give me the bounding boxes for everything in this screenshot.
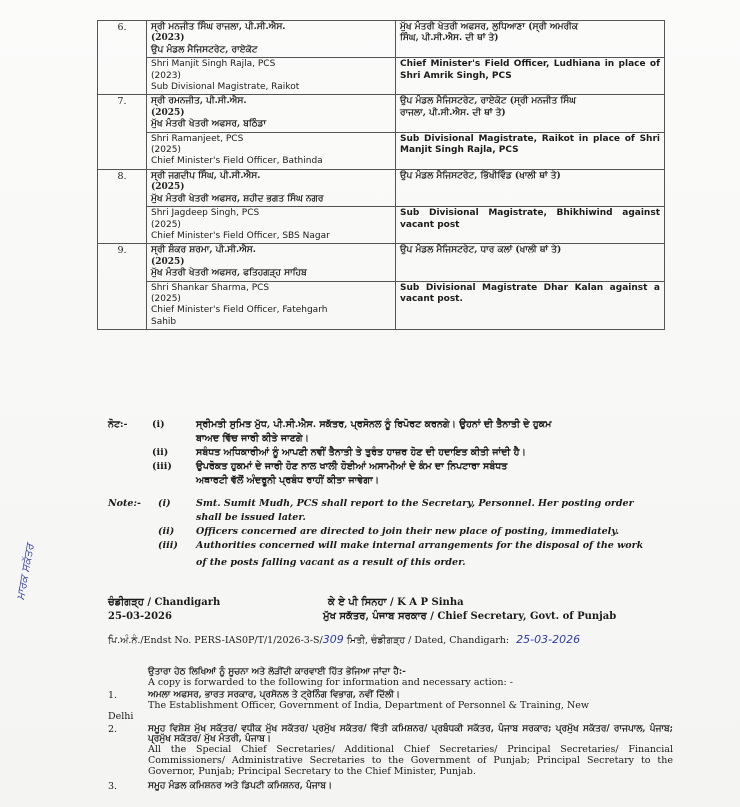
officer-detail-line-en: Shri Shankar Sharma, PCS bbox=[151, 282, 270, 293]
officer-detail-line-en: (2025) bbox=[151, 145, 181, 156]
officer-detail-line-pa: ਮੁੱਖ ਮੰਤਰੀ ਖੇਤਰੀ ਅਫਸਰ, ਸ਼ਹੀਦ ਭਗਤ ਸਿੰਘ ਨਗਰ bbox=[151, 193, 324, 204]
officer-detail-line-en: (2025) bbox=[151, 219, 181, 230]
officer-detail-line-pa: ਸ੍ਰੀ ਰਮਨਜੀਤ, ਪੀ.ਸੀ.ਐਸ. bbox=[151, 96, 247, 107]
endorsement-line bbox=[108, 633, 688, 646]
notes-punjabi bbox=[108, 419, 668, 489]
row-number: 6. bbox=[98, 21, 147, 95]
note-en-3-idx: (iii) bbox=[158, 540, 178, 551]
note-en-3-line-2: of the posts falling vacant as a result of this order. bbox=[196, 557, 466, 568]
margin-handwritten-note: ਮਾਰਕ ਸਕੱਤਰ bbox=[13, 542, 37, 602]
endst-handwritten-date: 25-03-2026 bbox=[516, 633, 581, 646]
new-posting-line-pa: ਉਪ ਮੰਡਲ ਮੈਜਿਸਟਰੇਟ, ਰਾਏਕੋਟ (ਸ੍ਰੀ ਮਨਜੀਤ ਸਿੰਘ bbox=[400, 96, 576, 107]
copy-item-1-en-tail: Delhi bbox=[108, 711, 134, 722]
signature-designation: ਮੁੱਖ ਸਕੱਤਰ, ਪੰਜਾਬ ਸਰਕਾਰ / Chief Secretary, Govt. of Punjab bbox=[323, 611, 617, 622]
officer-details-english bbox=[147, 207, 396, 244]
endst-handwritten-number: 309 bbox=[322, 633, 344, 646]
posting-row-punjabi bbox=[98, 244, 665, 281]
new-posting-line-pa: ਉਪ ਮੰਡਲ ਮੈਜਿਸਟਰੇਟ, ਭਿੱਖੀਵਿੰਡ (ਖਾਲੀ ਥਾਂ ਤੇ) bbox=[400, 170, 561, 181]
officer-detail-line-pa: ਸ੍ਰੀ ਜਗਦੀਪ ਸਿੰਘ, ਪੀ.ਸੀ.ਐਸ. bbox=[151, 170, 261, 181]
note-pa-2-line-1: ਸਬੰਧਤ ਅਧਿਕਾਰੀਆਂ ਨੂੰ ਆਪਣੀ ਨਵੀਂ ਤੈਨਾਤੀ ਤੇ ਤੁਰੰਤ ਹਾਜ਼ਰ ਹੋਣ ਦੀ ਹਦਾਇਤ ਕੀਤੀ ਜਾਂਦੀ ਹੈ। bbox=[196, 447, 526, 458]
endst-text-before: /Endst No. PERS-IAS0P/T/1/2026-3-S/ bbox=[140, 635, 323, 646]
new-posting-punjabi bbox=[396, 244, 665, 281]
new-posting-line-pa: ਉਪ ਮੰਡਲ ਮੈਜਿਸਟਰੇਟ, ਧਾਰ ਕਲਾਂ (ਖਾਲੀ ਥਾਂ ਤੇ) bbox=[400, 245, 562, 256]
posting-row-english bbox=[98, 207, 665, 244]
officer-details-punjabi bbox=[147, 21, 396, 58]
copy-item-1-idx: 1. bbox=[108, 690, 118, 701]
officer-details-english bbox=[147, 281, 396, 330]
new-posting-punjabi bbox=[396, 169, 665, 206]
note-en-1-idx: (i) bbox=[158, 498, 171, 509]
signature-date: 25-03-2026 bbox=[108, 611, 172, 622]
posting-row-english bbox=[98, 58, 665, 95]
officer-detail-line-en: Shri Ramanjeet, PCS bbox=[151, 133, 244, 144]
posting-row-english bbox=[98, 132, 665, 169]
note-en-2-line-1: Officers concerned are directed to join their new place of posting, immediately. bbox=[196, 526, 620, 537]
new-posting-english: Sub Divisional Magistrate, Bhikhiwind against vacant post bbox=[396, 207, 665, 244]
officer-details-punjabi bbox=[147, 95, 396, 132]
row-number: 9. bbox=[98, 244, 147, 330]
officer-detail-line-pa: ਸ੍ਰੀ ਮਨਜੀਤ ਸਿੰਘ ਰਾਜਲਾ, ਪੀ.ਸੀ.ਐਸ. bbox=[151, 22, 286, 32]
officer-detail-line-en: Chief Minister's Field Officer, Bathinda bbox=[151, 156, 323, 167]
note-head-pa: ਨੋਟ:- bbox=[108, 419, 128, 430]
copy-item-3-idx: 3. bbox=[108, 781, 118, 792]
note-pa-3-idx: (iii) bbox=[152, 461, 172, 472]
officer-detail-line-en: Shri Jagdeep Singh, PCS bbox=[151, 208, 260, 219]
new-posting-english: Sub Divisional Magistrate Dhar Kalan against a vacant post. bbox=[396, 281, 665, 330]
note-en-1-line-1: Smt. Sumit Mudh, PCS shall report to the Secretary, Personnel. Her posting order bbox=[196, 498, 634, 509]
copy-item-1-en: The Establishment Officer, Government of India, Department of Personnel & Training, New bbox=[148, 700, 590, 711]
note-en-1-line-2: shall be issued later. bbox=[196, 512, 306, 523]
officer-details-english bbox=[147, 58, 396, 95]
new-posting-line-pa: ਮੁੱਖ ਮੰਤਰੀ ਖੇਤਰੀ ਅਫਸਰ, ਲੁਧਿਆਣਾ (ਸ੍ਰੀ ਅਮਰੀਕ bbox=[400, 22, 578, 32]
copy-forward-section bbox=[108, 667, 673, 791]
officer-detail-line-en: (2023) bbox=[151, 70, 181, 81]
row-number: 7. bbox=[98, 95, 147, 169]
posting-row-punjabi bbox=[98, 95, 665, 132]
note-en-3-line-1: Authorities concerned will make internal arrangements for the disposal of the work bbox=[196, 540, 644, 551]
signature-place: ਚੰਡੀਗੜ੍ਹ / Chandigarh bbox=[108, 597, 221, 608]
new-posting-punjabi bbox=[396, 21, 665, 58]
officer-detail-line-pa: ਮੁੱਖ ਮੰਤਰੀ ਖੇਤਰੀ ਅਫਸਰ, ਫਤਿਹਗੜ੍ਹ ਸਾਹਿਬ bbox=[151, 268, 307, 279]
officer-detail-line-pa: (2025) bbox=[151, 256, 185, 267]
officer-detail-line-pa: ਸ੍ਰੀ ਸ਼ੰਕਰ ਸ਼ਰਮਾ, ਪੀ.ਸੀ.ਐਸ. bbox=[151, 245, 256, 256]
note-pa-3-line-1: ਉਪਰੋਕਤ ਹੁਕਮਾਂ ਦੇ ਜਾਰੀ ਹੋਣ ਨਾਲ ਖਾਲੀ ਹੋਈਆਂ ਅਸਾਮੀਆਂ ਦੇ ਕੰਮ ਦਾ ਨਿਪਟਾਰਾ ਸਬੰਧਤ bbox=[196, 461, 508, 472]
endst-text-mid: ਮਿਤੀ, ਚੰਡੀਗੜ੍ਹ / Dated, Chandigarh: bbox=[343, 635, 510, 646]
new-posting-punjabi bbox=[396, 95, 665, 132]
officer-detail-line-en: Shri Manjit Singh Rajla, PCS bbox=[151, 59, 276, 70]
copy-intro-en: A copy is forwarded to the following for information and necessary action: - bbox=[148, 677, 513, 688]
note-pa-3-line-2: ਅਥਾਰਟੀ ਵੱਲੋਂ ਅੰਦਰੂਨੀ ਪ੍ਰਬੰਧ ਰਾਹੀਂ ਕੀਤਾ ਜਾਵੇਗਾ। bbox=[196, 475, 380, 486]
new-posting-line-pa: ਰਾਜਲਾ, ਪੀ.ਸੀ.ਐਸ. ਦੀ ਥਾਂ ਤੇ) bbox=[400, 107, 506, 118]
officer-details-punjabi bbox=[147, 244, 396, 281]
copy-item-2-pa: ਸਮੂਹ ਵਿਸ਼ੇਸ਼ ਮੁੱਖ ਸਕੱਤਰ/ ਵਧੀਕ ਮੁੱਖ ਸਕੱਤਰ/ ਪ੍ਰਮੁੱਖ ਸਕੱਤਰ/ ਵਿੱਤੀ ਕਮਿਸ਼ਨਰ/ ਪ੍ਰਬੰਧਕੀ ਸਕੱਤਰ, ਪੰਜਾਬ ਸਰਕਾਰ; ਪ੍ਰਮੁੱਖ ਸਕੱਤਰ/ ਰਾਜਪਾਲ, ਪੰਜਾਬ; ਪ੍ਰਮੁੱਖ ਸਕੱਤਰ/ ਮੁੱਖ ਮੰਤਰੀ, ਪੰਜਾਬ। bbox=[148, 724, 673, 744]
row-number: 8. bbox=[98, 169, 147, 243]
officer-detail-line-en: Sahib bbox=[151, 316, 177, 327]
endst-prefix: ਪਿ.ਅੰ.ਨੰ. bbox=[108, 635, 141, 646]
officer-detail-line-en: Chief Minister's Field Officer, SBS Nagar bbox=[151, 230, 330, 241]
note-pa-1-line-1: ਸ੍ਰੀਮਤੀ ਸੁਮਿਤ ਮੁੱਧ, ਪੀ.ਸੀ.ਐਸ. ਸਕੱਤਰ, ਪ੍ਰਸੋਨਲ ਨੂੰ ਰਿਪੋਰਟ ਕਰਨਗੇ। ਉਹਨਾਂ ਦੀ ਤੈਨਾਤੀ ਦੇ ਹੁਕਮ bbox=[196, 419, 552, 430]
posting-row-english bbox=[98, 281, 665, 330]
new-posting-english: Sub Divisional Magistrate, Raikot in place of Shri Manjit Singh Rajla, PCS bbox=[396, 132, 665, 169]
officer-details-english bbox=[147, 132, 396, 169]
officer-detail-line-en: Sub Divisional Magistrate, Raikot bbox=[151, 82, 300, 93]
officer-detail-line-pa: (2025) bbox=[151, 182, 185, 193]
posting-table bbox=[97, 20, 665, 330]
posting-row-punjabi bbox=[98, 169, 665, 206]
copy-intro-pa: ਉਤਾਰਾ ਹੇਠ ਲਿਖਿਆਂ ਨੂੰ ਸੂਚਨਾ ਅਤੇ ਲੋੜੀਂਦੀ ਕਾਰਵਾਈ ਹਿੱਤ ਭੇਜਿਆ ਜਾਂਦਾ ਹੈ:- bbox=[148, 667, 406, 677]
note-head-en: Note:- bbox=[108, 498, 141, 509]
signature-block bbox=[108, 597, 668, 625]
posting-row-punjabi bbox=[98, 21, 665, 58]
officer-detail-line-en: (2025) bbox=[151, 293, 181, 304]
officer-detail-line-pa: ਉਪ ਮੰਡਲ ਮੈਜਿਸਟਰੇਟ, ਰਾਏਕੋਟ bbox=[151, 44, 258, 55]
officer-details-punjabi bbox=[147, 169, 396, 206]
officer-detail-line-pa: ਮੁੱਖ ਮੰਤਰੀ ਖੇਤਰੀ ਅਫਸਰ, ਬਠਿੰਡਾ bbox=[151, 119, 267, 130]
notes-english bbox=[108, 498, 668, 571]
officer-detail-line-en: Chief Minister's Field Officer, Fatehgarh bbox=[151, 305, 328, 316]
note-pa-2-idx: (ii) bbox=[152, 447, 169, 458]
note-en-2-idx: (ii) bbox=[158, 526, 175, 537]
officer-detail-line-pa: (2023) bbox=[151, 33, 185, 44]
copy-item-2-idx: 2. bbox=[108, 724, 118, 735]
note-pa-1-line-2: ਬਾਅਦ ਵਿੱਚ ਜਾਰੀ ਕੀਤੇ ਜਾਣਗੇ। bbox=[196, 433, 309, 444]
copy-item-2-en: All the Special Chief Secretaries/ Additional Chief Secretaries/ Principal Secretaries/ Financial Commissioners/ Administrative Secretaries to the Government of Punjab; Principal Secretary to the Governor, Punjab; Principal Secretary to the Chief Minister, Punjab. bbox=[148, 744, 673, 777]
copy-item-3-pa: ਸਮੂਹ ਮੰਡਲ ਕਮਿਸ਼ਨਰ ਅਤੇ ਡਿਪਟੀ ਕਮਿਸ਼ਨਰ, ਪੰਜਾਬ। bbox=[148, 781, 333, 791]
officer-detail-line-pa: (2025) bbox=[151, 107, 185, 118]
note-pa-1-idx: (i) bbox=[152, 419, 165, 430]
signature-name: ਕੇ ਏ ਪੀ ਸਿਨਹਾ / K A P Sinha bbox=[328, 597, 464, 608]
new-posting-english: Chief Minister's Field Officer, Ludhiana in place of Shri Amrik Singh, PCS bbox=[396, 58, 665, 95]
new-posting-line-pa: ਸਿੰਘ, ਪੀ.ਸੀ.ਐਸ. ਦੀ ਥਾਂ ਤੇ) bbox=[400, 33, 499, 44]
copy-item-1-pa: ਅਮਲਾ ਅਫਸਰ, ਭਾਰਤ ਸਰਕਾਰ, ਪ੍ਰਸੋਨਲ ਤੇ ਟ੍ਰੇਨਿੰਗ ਵਿਭਾਗ, ਨਵੀਂ ਦਿੱਲੀ। bbox=[148, 690, 400, 700]
